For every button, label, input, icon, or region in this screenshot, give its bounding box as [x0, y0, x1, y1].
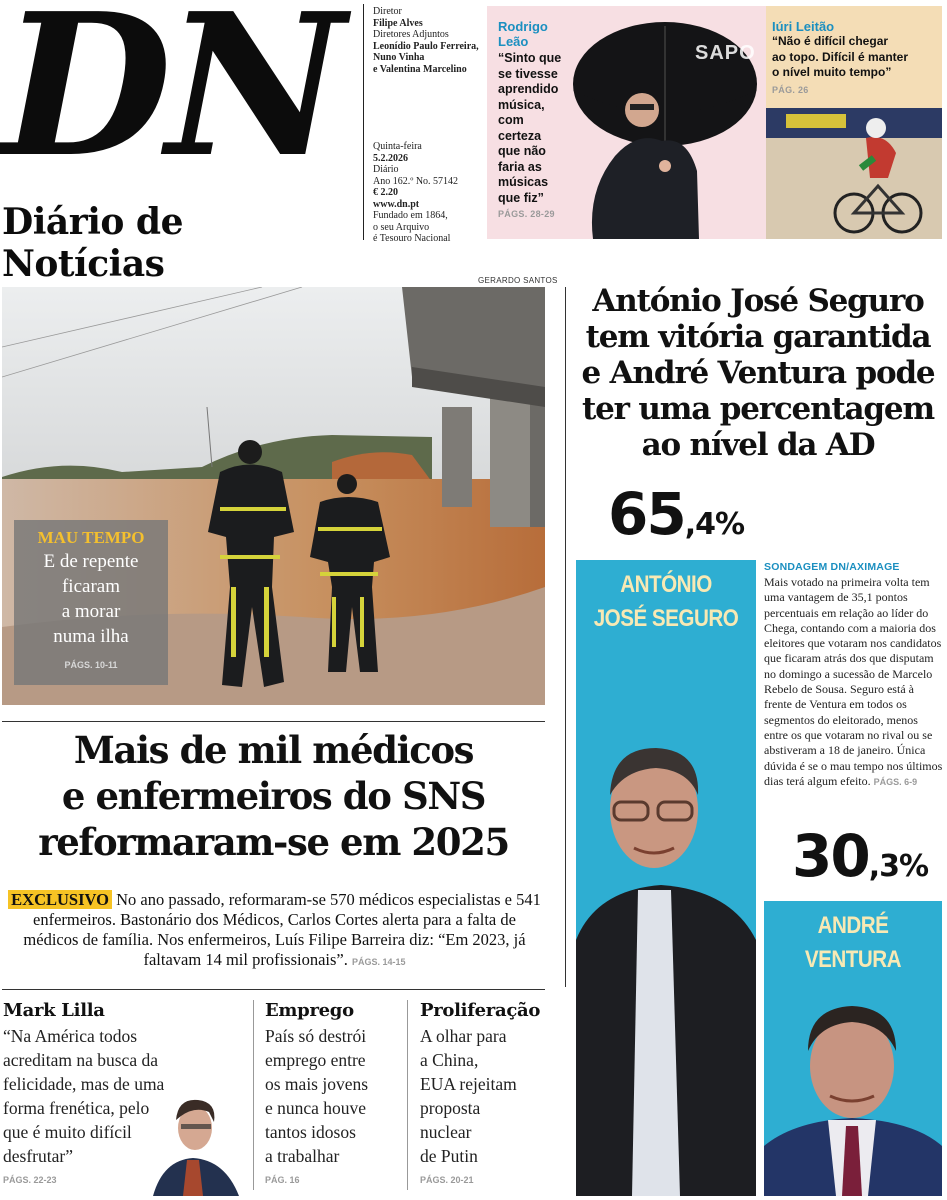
brief-line: felicidade, mas de uma — [3, 1074, 165, 1094]
candidate-panel-seguro — [576, 560, 756, 1196]
ventura-portrait — [764, 996, 942, 1196]
sondagem-body — [764, 575, 944, 790]
brief-line: EUA rejeitam — [420, 1074, 517, 1094]
headline-line: e André Ventura pode — [581, 355, 935, 391]
staff-label: Diretores Adjuntos — [373, 29, 449, 40]
column-divider — [407, 1000, 408, 1190]
teaser-quote: “Não é difícil chegar — [772, 34, 889, 48]
teaser-quote: com — [498, 113, 524, 127]
brief-line: os mais jovens — [265, 1074, 369, 1094]
person-silhouette — [592, 138, 699, 239]
masthead-info — [373, 6, 483, 245]
sondagem-pages: PÁGS. 6-9 — [873, 776, 918, 787]
brief-line: A olhar para — [420, 1026, 507, 1046]
mark-lilla-portrait — [143, 1090, 243, 1196]
staff-name: Filipe Alves — [373, 17, 423, 29]
brief-line: País só destrói — [265, 1026, 367, 1046]
issue-price: € 2.20 — [373, 187, 398, 198]
brief-line: forma frenética, pelo — [3, 1098, 150, 1118]
sns-pages: PÁGS. 14-15 — [351, 957, 406, 967]
teaser-quote: música, — [498, 97, 545, 112]
newspaper-name: Diário de Notícias — [2, 201, 183, 285]
brief-line: de Putin — [420, 1146, 478, 1166]
headline-line: tem vitória garantida — [585, 319, 931, 355]
founded-line: o seu Arquivo — [373, 221, 430, 233]
teaser-name: Leão — [498, 34, 529, 49]
pct-decimal: ,4% — [684, 507, 745, 542]
column-divider — [565, 287, 566, 987]
teaser-pages: PÁGS. 28-29 — [498, 209, 555, 219]
staff-label: Diretor — [373, 6, 402, 17]
section-divider — [2, 721, 545, 722]
mau-tempo-title: E de repente — [43, 551, 139, 572]
brief-line: a trabalhar — [265, 1146, 340, 1166]
section-divider — [2, 989, 545, 990]
brief-head: Proliferação — [420, 1000, 541, 1021]
teaser-quote: ao topo. Difícil é manter — [772, 49, 909, 64]
ventura-percentage — [792, 822, 928, 890]
sondagem-kicker: SONDAGEM DN/AXIMAGE — [764, 561, 900, 573]
dn-logo: DN — [2, 0, 340, 201]
brief-line: a China, — [420, 1050, 479, 1070]
candidate-name: ANTÓNIO — [620, 571, 712, 598]
brief-pages: PÁGS. 22-23 — [3, 1175, 57, 1185]
teaser-quote: aprendido — [498, 82, 559, 96]
brief-pages: PÁGS. 20-21 — [420, 1175, 474, 1185]
teaser-name: Rodrigo — [498, 19, 548, 34]
brief-line: tantos idosos — [265, 1122, 356, 1142]
brief-head: Emprego — [265, 1000, 354, 1021]
brief-line: “Na América todos — [3, 1026, 138, 1046]
candidate-name: JOSÉ SEGURO — [593, 605, 739, 632]
brief-pages: PÁG. 16 — [265, 1175, 300, 1185]
founded-line: Fundado em 1864, — [373, 210, 448, 221]
issue-number: Ano 162.º No. 57142 — [373, 175, 459, 187]
headline-line: António José Seguro — [592, 283, 924, 319]
mau-tempo-title: a morar — [61, 601, 121, 622]
mau-tempo-title: ficaram — [61, 576, 120, 597]
sns-standfirst — [4, 890, 545, 972]
pct-integer: 65 — [608, 480, 685, 548]
issue-weekday: Quinta-feira — [373, 141, 422, 152]
issue-date: 5.2.2026 — [373, 152, 408, 164]
teaser-name: Iúri Leitão — [772, 19, 835, 34]
brief-proliferacao[interactable] — [420, 1000, 560, 1185]
founded-line: é Tesouro Nacional — [373, 233, 451, 244]
staff-name: Nuno Vinha — [373, 52, 425, 63]
brief-line: nuclear — [420, 1122, 472, 1142]
teaser-quote: que não — [498, 144, 546, 158]
mau-tempo-box[interactable] — [14, 520, 168, 685]
teaser-quote: o nível muito tempo” — [772, 65, 892, 79]
sns-headline[interactable] — [2, 727, 545, 865]
candidate-name: VENTURA — [804, 946, 902, 973]
headline-line: e enfermeiros do SNS — [61, 774, 486, 818]
candidate-name: ANDRÉ — [817, 912, 889, 939]
sondagem-text: Mais votado na primeira volta tem uma vantagem de 35,1 pontos percentuais em relação ao líder do Chega, contando com a maioria dos eleitores que votaram nos candidatos que ficaram atrás dos que disputam no domingo a sucessão de Marcelo Rebelo de Sousa. Seguro está à frente de Ventura em todos os segmentos do eleitorado, menos entre os que votaram no rival ou se abstiveram a 18 de janeiro. Única dúvida é se o mau tempo nos últimos dias terá algum efeito. — [764, 575, 943, 788]
election-headline[interactable] — [572, 283, 944, 463]
teaser-quote: “Sinto que — [498, 51, 562, 65]
mau-tempo-kicker: MAU TEMPO — [37, 528, 145, 547]
masthead-divider — [363, 4, 364, 240]
exclusivo-tag: EXCLUSIVO — [8, 890, 112, 909]
teaser-quote: se tivesse — [498, 66, 558, 81]
brief-line: proposta — [420, 1098, 481, 1118]
teaser-rodrigo-leao[interactable] — [487, 6, 766, 239]
photo-credit: GERARDO SANTOS — [478, 276, 558, 285]
brief-line: acreditam na busca da — [3, 1050, 158, 1070]
teaser-quote: faria as — [498, 159, 542, 174]
teaser-quote: certeza — [498, 128, 542, 143]
seguro-percentage — [608, 480, 744, 548]
candidate-panel-ventura — [764, 901, 942, 1196]
sns-body-text: No ano passado, reformaram-se 570 médicos especialistas e 541 enfermeiros. Bastonário dos Médicos, Carlos Cortes alerta para a falta de médicos de família. Nos enfermeiros, Luís Filipe Barreira diz: “Em 2023, já faltavam 14 mil profissionais”. — [23, 890, 541, 969]
brief-emprego[interactable] — [265, 1000, 405, 1185]
column-divider — [253, 1000, 254, 1190]
seguro-portrait — [576, 740, 756, 1196]
pct-integer: 30 — [792, 822, 869, 890]
brief-line: desfrutar” — [3, 1146, 73, 1166]
teaser-quote: que fiz” — [498, 190, 544, 205]
headline-line: Mais de mil médicos — [73, 728, 474, 772]
staff-name: Leonídio Paulo Ferreira, — [373, 40, 479, 52]
brief-head: Mark Lilla — [3, 1000, 105, 1021]
staff-name: e Valentina Marcelino — [373, 63, 467, 75]
mau-tempo-pages: PÁGS. 10-11 — [64, 660, 118, 670]
mau-tempo-title: numa ilha — [53, 626, 129, 647]
headline-line: ao nível da AD — [641, 427, 875, 463]
teaser-iuri-leitao[interactable] — [766, 6, 942, 108]
pct-decimal: ,3% — [868, 849, 929, 884]
teaser-photo-cyclist — [766, 108, 942, 239]
brief-line: emprego entre — [265, 1050, 366, 1070]
sapo-watermark: SAPO — [695, 42, 756, 64]
headline-line: reformaram-se em 2025 — [38, 820, 509, 864]
headline-line: ter uma percentagem — [581, 391, 935, 427]
website-link[interactable]: www.dn.pt — [373, 198, 420, 210]
brief-line: e nunca houve — [265, 1098, 367, 1118]
teaser-quote: músicas — [498, 175, 549, 189]
brief-line: que é muito difícil — [3, 1122, 132, 1142]
issue-frequency: Diário — [373, 164, 399, 175]
teaser-pages: PÁG. 26 — [772, 84, 809, 95]
